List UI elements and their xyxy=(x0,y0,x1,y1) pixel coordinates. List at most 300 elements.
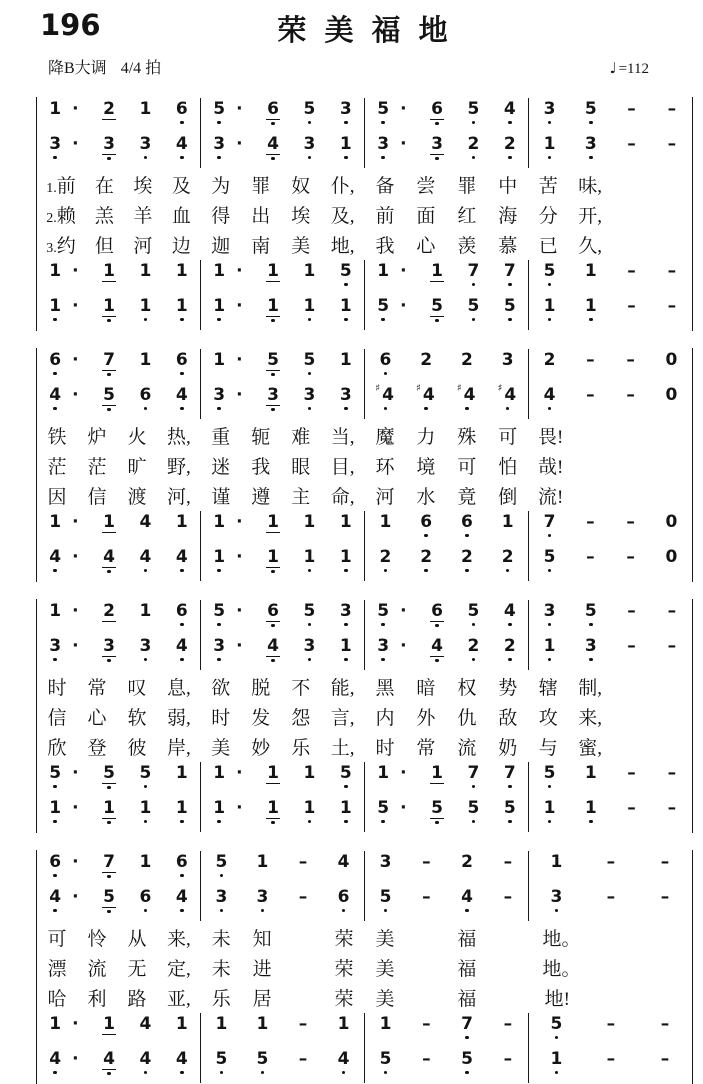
beat xyxy=(48,101,80,124)
note-digit: 4 xyxy=(337,1049,350,1069)
note-main xyxy=(605,1016,617,1034)
note xyxy=(583,603,598,626)
note-digit: 4 xyxy=(103,547,115,567)
octave-dot xyxy=(238,372,242,376)
octave-dot xyxy=(548,121,552,125)
syllable: 势 xyxy=(498,677,518,699)
system xyxy=(36,599,693,833)
note xyxy=(502,1016,514,1039)
lyric-measure xyxy=(528,673,692,700)
note-digit: 3 xyxy=(339,99,352,119)
octave-dot xyxy=(308,623,312,627)
note-main xyxy=(71,263,80,281)
voice-line xyxy=(529,762,692,797)
syllable: 可 xyxy=(498,426,518,448)
note xyxy=(71,889,80,912)
note-digit: – xyxy=(503,1049,513,1069)
beat xyxy=(255,1051,270,1074)
syllable: 河 xyxy=(375,486,395,508)
note-digit: 5 xyxy=(379,887,392,907)
note-digit: 1 xyxy=(267,763,279,783)
voice-line xyxy=(365,1048,528,1083)
measure xyxy=(364,98,528,168)
note xyxy=(659,854,671,877)
note-digit: – xyxy=(660,887,670,907)
note xyxy=(235,298,244,321)
note-main xyxy=(626,101,638,119)
note-main xyxy=(460,854,475,872)
note-main xyxy=(212,603,227,621)
beat xyxy=(542,352,557,375)
note-digit: 5 xyxy=(139,763,152,783)
note-main xyxy=(102,854,117,873)
note-digit: 1 xyxy=(175,261,188,281)
note-digit: 1 xyxy=(139,601,152,621)
beat xyxy=(500,352,515,375)
octave-dot xyxy=(107,786,111,790)
note-main xyxy=(255,1051,270,1069)
note-main xyxy=(605,1051,617,1069)
lyrics-block xyxy=(37,670,692,762)
beat xyxy=(302,514,317,537)
note-main xyxy=(466,800,481,818)
note xyxy=(378,352,393,375)
note-digit: 5 xyxy=(339,763,352,783)
beat xyxy=(583,387,597,410)
voice-line xyxy=(529,1048,692,1083)
octave-dot xyxy=(384,407,388,411)
octave-dot xyxy=(107,284,111,288)
note xyxy=(542,263,557,286)
syllable: 欲 xyxy=(211,677,231,699)
note-main xyxy=(430,638,445,657)
beat xyxy=(336,1051,351,1074)
note xyxy=(430,603,445,627)
note xyxy=(421,1016,433,1039)
voice-line xyxy=(201,1013,364,1048)
voice-line xyxy=(201,98,364,133)
voice-line xyxy=(37,797,200,832)
note-main xyxy=(466,638,481,656)
note-digit: 0 xyxy=(665,547,678,567)
note xyxy=(174,1016,189,1039)
beat xyxy=(212,603,244,626)
note-main xyxy=(174,298,189,316)
note-digit: 4 xyxy=(139,1049,152,1069)
octave-dot xyxy=(670,569,674,573)
measure xyxy=(200,762,364,832)
octave-dot xyxy=(381,785,385,789)
beat xyxy=(102,603,117,627)
note-digit: – xyxy=(586,512,595,532)
measure xyxy=(200,260,364,330)
beat xyxy=(138,603,153,626)
note-main xyxy=(659,1016,671,1034)
note-main xyxy=(266,765,281,784)
beat xyxy=(266,136,281,160)
note-digit: · xyxy=(72,296,79,316)
note xyxy=(235,603,244,626)
beat xyxy=(302,298,317,321)
note-digit: 4 xyxy=(175,385,188,405)
note-main xyxy=(338,136,353,154)
lyric-line xyxy=(37,199,692,229)
note-main xyxy=(102,638,117,657)
note-main xyxy=(71,800,80,818)
beat xyxy=(138,136,153,159)
note xyxy=(500,549,515,572)
octave-dot xyxy=(435,122,439,126)
syllable: 畏! xyxy=(538,426,564,448)
voice-line xyxy=(37,851,200,886)
octave-dot xyxy=(508,658,512,662)
octave-dot xyxy=(220,1071,224,1075)
note-digit: – xyxy=(503,887,513,907)
note-digit: 3 xyxy=(49,134,62,154)
voice-line xyxy=(201,133,364,168)
beat xyxy=(376,638,408,661)
octave-dot xyxy=(144,820,148,824)
note-main xyxy=(376,638,391,656)
note xyxy=(235,765,244,788)
note-main xyxy=(71,387,80,405)
octave-dot xyxy=(308,658,312,662)
note-main xyxy=(542,352,557,370)
note-main xyxy=(338,800,353,818)
note-digit: 1 xyxy=(303,798,316,818)
syllable: 红 xyxy=(457,205,477,227)
voice-line xyxy=(365,1013,528,1048)
octave-dot xyxy=(508,283,512,287)
note xyxy=(48,263,63,286)
note-main xyxy=(659,854,671,872)
note-main xyxy=(399,263,408,281)
note-main xyxy=(378,514,393,532)
note-digit: 1 xyxy=(339,296,352,316)
note xyxy=(297,889,309,912)
melody-staff xyxy=(37,98,692,168)
lyric-measure xyxy=(37,924,201,951)
note-main xyxy=(666,638,678,656)
beat xyxy=(214,1016,229,1039)
octave-dot xyxy=(381,121,385,125)
note-main xyxy=(266,800,281,819)
beat xyxy=(138,1051,153,1074)
note-main xyxy=(664,387,679,405)
beat xyxy=(419,352,434,375)
note xyxy=(502,603,517,626)
beat xyxy=(266,765,281,789)
note-digit: · xyxy=(236,261,243,281)
note-digit: 2 xyxy=(503,134,516,154)
note-main xyxy=(302,765,317,783)
note xyxy=(48,387,63,410)
note-digit: – xyxy=(422,887,431,907)
beat xyxy=(500,514,515,537)
note xyxy=(302,765,317,788)
note-main xyxy=(338,101,353,119)
octave-dot xyxy=(238,156,242,160)
note xyxy=(502,800,517,823)
octave-dot xyxy=(53,156,57,160)
syllable: 路 xyxy=(127,988,147,1010)
note xyxy=(266,514,281,538)
note-digit: 6 xyxy=(431,99,443,119)
octave-dot xyxy=(472,623,476,627)
note-digit: 4 xyxy=(49,547,62,567)
note xyxy=(138,1016,153,1039)
note-digit: 7 xyxy=(461,1014,473,1034)
beat xyxy=(48,638,80,661)
note-main xyxy=(102,889,117,908)
note-main xyxy=(626,638,638,656)
syllable: 漂 xyxy=(47,958,67,980)
note xyxy=(502,263,517,286)
note-main xyxy=(102,352,117,371)
note-digit: · xyxy=(400,99,407,119)
note-digit: 1 xyxy=(550,1049,563,1069)
note-main xyxy=(421,1051,433,1069)
note xyxy=(376,765,391,788)
lyric-measure xyxy=(37,954,201,981)
note-digit: 1 xyxy=(339,512,352,532)
note-digit: 5 xyxy=(467,99,480,119)
syllable: 言, xyxy=(330,707,355,729)
octave-dot xyxy=(425,909,429,913)
note xyxy=(626,298,638,321)
note-main xyxy=(235,263,244,281)
note-digit: 1 xyxy=(213,798,226,818)
note-main xyxy=(430,603,445,622)
note-digit: 1 xyxy=(379,1014,392,1034)
note-digit: 3 xyxy=(213,385,226,405)
note xyxy=(174,603,189,626)
verse-number: 1. xyxy=(46,180,57,196)
beat xyxy=(266,549,281,573)
beat xyxy=(664,514,679,537)
lyrics-block xyxy=(37,921,692,1013)
note-digit: 1 xyxy=(49,296,62,316)
note xyxy=(266,263,281,287)
octave-dot xyxy=(271,535,275,539)
sharp-icon: ♯ xyxy=(375,383,381,394)
voice-line xyxy=(37,762,200,797)
octave-dot xyxy=(53,318,57,322)
beat xyxy=(174,889,189,912)
beat xyxy=(102,136,117,160)
note-digit: 4 xyxy=(504,385,517,405)
beat xyxy=(459,514,474,537)
note-digit: · xyxy=(400,763,407,783)
note-main xyxy=(71,136,80,154)
octave-dot xyxy=(217,623,221,627)
lyric-measure xyxy=(528,482,692,509)
beat xyxy=(102,800,117,824)
note xyxy=(266,298,281,322)
octave-dot xyxy=(217,534,221,538)
octave-dot xyxy=(465,1071,469,1075)
note-digit: · xyxy=(72,261,79,281)
note xyxy=(102,800,117,824)
octave-dot xyxy=(144,534,148,538)
syllable: 渡 xyxy=(127,486,147,508)
sharp-icon: ♯ xyxy=(416,383,421,394)
note-main xyxy=(430,136,445,155)
note-digit: 1 xyxy=(339,636,352,656)
octave-dot xyxy=(465,569,469,573)
octave-dot xyxy=(472,820,476,824)
syllable: 为 xyxy=(211,175,231,197)
octave-dot xyxy=(424,534,428,538)
note-main xyxy=(459,352,474,370)
octave-dot xyxy=(465,1036,469,1040)
note xyxy=(174,514,189,537)
octave-dot xyxy=(144,121,148,125)
note-main xyxy=(460,1016,475,1034)
syllable: 热, xyxy=(166,426,191,448)
note xyxy=(664,387,679,410)
syllable: 未 xyxy=(211,958,231,980)
note xyxy=(48,298,63,321)
note-main xyxy=(71,514,80,532)
note-digit: 3 xyxy=(256,887,269,907)
note-main xyxy=(71,549,80,567)
syllable: 利 xyxy=(87,988,107,1010)
note xyxy=(102,1016,117,1040)
octave-dot xyxy=(144,1071,148,1075)
system xyxy=(36,348,693,582)
octave-dot xyxy=(663,909,667,913)
note-main xyxy=(302,387,317,405)
beat xyxy=(460,1016,475,1039)
note-main xyxy=(138,136,153,154)
octave-dot xyxy=(508,156,512,160)
note xyxy=(542,136,557,159)
syllable: 能, xyxy=(330,677,355,699)
note xyxy=(466,298,481,321)
lyric-measure xyxy=(37,452,201,479)
note xyxy=(102,638,117,662)
note-digit: 5 xyxy=(103,763,115,783)
note-digit: 3 xyxy=(377,636,390,656)
beat xyxy=(583,638,598,661)
octave-dot xyxy=(344,623,348,627)
note-main xyxy=(48,638,63,656)
note-main xyxy=(549,1051,564,1069)
octave-dot xyxy=(238,283,242,287)
octave-dot xyxy=(435,284,439,288)
note xyxy=(266,352,281,376)
note-main xyxy=(174,1051,189,1069)
beat xyxy=(338,263,353,286)
beat xyxy=(658,1051,672,1074)
octave-dot xyxy=(180,820,184,824)
octave-dot xyxy=(220,1036,224,1040)
beat xyxy=(430,263,445,287)
note-digit: 3 xyxy=(303,134,316,154)
syllable: 福 xyxy=(457,958,477,980)
octave-dot xyxy=(344,569,348,573)
beat xyxy=(302,263,317,286)
syllable: 岸, xyxy=(166,737,191,759)
beat xyxy=(302,352,317,375)
note xyxy=(625,387,637,410)
beat xyxy=(214,854,229,877)
octave-dot xyxy=(384,534,388,538)
octave-dot xyxy=(107,1037,111,1041)
note-main xyxy=(212,549,227,567)
note-digit: 3 xyxy=(213,636,226,656)
note xyxy=(466,765,481,788)
beat xyxy=(48,889,80,912)
note xyxy=(48,549,63,572)
note xyxy=(71,136,80,159)
syllable: 2.赖 xyxy=(46,205,76,227)
note xyxy=(664,352,679,375)
note-main xyxy=(138,387,153,405)
octave-dot xyxy=(144,874,148,878)
octave-dot xyxy=(508,121,512,125)
lyric-measure xyxy=(201,201,365,228)
note-digit: 7 xyxy=(503,261,516,281)
note-main xyxy=(542,136,557,154)
octave-dot xyxy=(472,283,476,287)
note xyxy=(138,854,153,877)
voice-line xyxy=(201,886,364,921)
octave-dot xyxy=(381,623,385,627)
octave-dot xyxy=(629,569,633,573)
note-main xyxy=(138,549,153,567)
octave-dot xyxy=(53,569,57,573)
note xyxy=(460,1016,475,1039)
note xyxy=(625,352,637,375)
note-main xyxy=(235,387,244,405)
note xyxy=(71,387,80,410)
beat xyxy=(174,136,189,159)
note xyxy=(102,387,117,411)
note-main xyxy=(266,263,281,282)
note xyxy=(138,1051,153,1074)
voice-line xyxy=(529,1013,692,1048)
octave-dot xyxy=(506,909,510,913)
voice-line xyxy=(529,886,692,921)
note xyxy=(585,352,597,375)
sharp-icon: ♯ xyxy=(456,383,462,394)
syllable: 时 xyxy=(211,707,231,729)
note-digit: 5 xyxy=(377,296,390,316)
note-digit: 5 xyxy=(267,350,279,370)
note-digit: 5 xyxy=(49,763,62,783)
note-digit: 6 xyxy=(337,887,350,907)
note-digit: 7 xyxy=(543,512,556,532)
note-main xyxy=(48,101,63,119)
note-main xyxy=(138,889,153,907)
octave-dot xyxy=(308,785,312,789)
note-main xyxy=(102,603,117,622)
note-digit: – xyxy=(298,1014,308,1034)
measure xyxy=(37,762,200,832)
note xyxy=(212,514,227,537)
octave-dot xyxy=(506,1071,510,1075)
beat xyxy=(302,603,317,626)
note-main xyxy=(583,638,598,656)
octave-dot xyxy=(384,1071,388,1075)
note xyxy=(583,101,598,124)
beat xyxy=(624,514,638,537)
note-digit: 1 xyxy=(103,512,115,532)
octave-dot xyxy=(271,821,275,825)
voice-line xyxy=(37,1013,200,1048)
